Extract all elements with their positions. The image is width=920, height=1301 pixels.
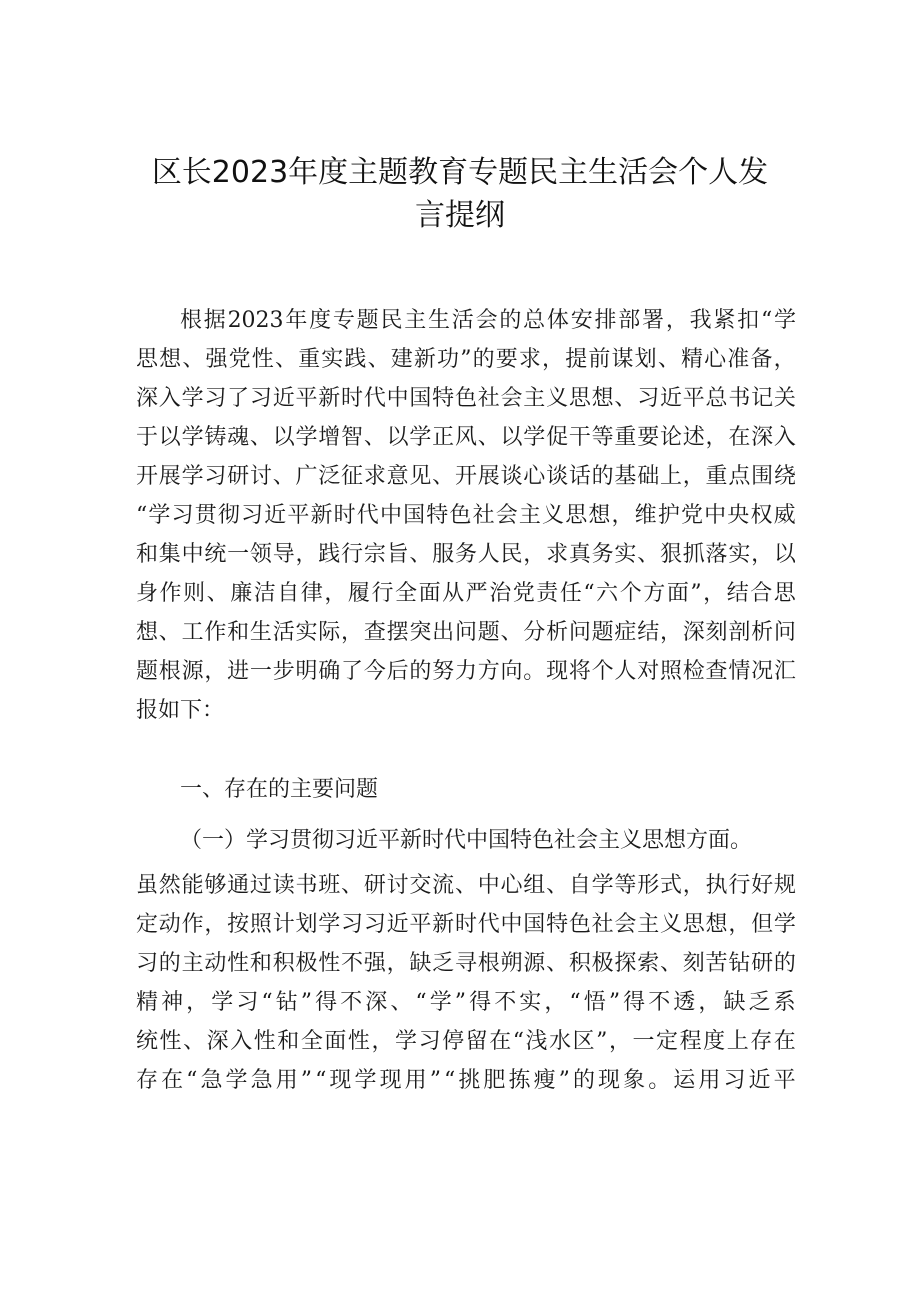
paragraph-2-line-6: 存 在 “ 急 学 急 用 ” “ 现 学 现 用 ” “ 挑 肥 拣 瘦 ” 的 现 象 。 运 用 习 近 平 [136, 1068, 796, 1093]
document-title-line-1: 区长2023年度主题教育专题民主生活会个人发 [151, 155, 769, 190]
paragraph-1-line-1: 根 据 2023 年 度 专 题 民 主 生 活 会 的 总 体 安 排 部 署 ， 我 紧 扣 “ 学 [180, 308, 796, 333]
paragraph-1-line-6: “ 学 习 贯 彻 习 近 平 新 时 代 中 国 特 色 社 会 主 义 思 想 ， 维 护 党 中 央 权 威 [136, 503, 796, 528]
document-title-line-2: 言提纲 [415, 198, 505, 233]
paragraph-1-line-8: 身 作 则 、 廉 洁 自 律 ， 履 行 全 面 从 严 治 党 责 任 “ 六 个 方 面 ” ， 结 合 思 [136, 581, 796, 606]
paragraph-1-line-5: 开 展 学 习 研 讨 、 广 泛 征 求 意 见 、 开 展 谈 心 谈 话 的 基 础 上 ， 重 点 围 绕 [136, 464, 796, 489]
paragraph-1-line-7: 和 集 中 统 一 领 导 ， 践 行 宗 旨 、 服 务 人 民 ， 求 真 务 实 、 狠 抓 落 实 ， 以 [136, 542, 796, 567]
paragraph-1-line-4: 于 以 学 铸 魂 、 以 学 增 智 、 以 学 正 风 、 以 学 促 干 等 重 要 论 述 ， 在 深 入 [136, 425, 796, 450]
paragraph-1-line-10: 题 根 源 ， 进 一 步 明 确 了 今 后 的 努 力 方 向 。 现 将 个 人 对 照 检 查 情 况 汇 [136, 659, 796, 684]
paragraph-2-line-2: 定 动 作 ， 按 照 计 划 学 习 习 近 平 新 时 代 中 国 特 色 社 会 主 义 思 想 ， 但 学 [136, 912, 796, 937]
section-1-heading: 一、存在的主要问题 [180, 777, 379, 802]
paragraph-2-line-1: 虽 然 能 够 通 过 读 书 班 、 研 讨 交 流 、 中 心 组 、 自 学 等 形 式 ， 执 行 好 规 [136, 873, 796, 898]
paragraph-2-line-5: 统 性 、 深 入 性 和 全 面 性 ， 学 习 停 留 在 “ 浅 水 区 ” ， 一 定 程 度 上 存 在 [136, 1029, 796, 1054]
paragraph-1-line-9: 想 、 工 作 和 生 活 实 际 ， 查 摆 突 出 问 题 、 分 析 问 题 症 结 ， 深 刻 剖 析 问 [136, 620, 796, 645]
subsection-1-heading: （一）学习贯彻习近平新时代中国特色社会主义思想方面。 [180, 828, 753, 853]
paragraph-2-line-3: 习 的 主 动 性 和 积 极 性 不 强 ， 缺 乏 寻 根 朔 源 、 积 极 探 索 、 刻 苦 钻 研 的 [136, 951, 796, 976]
paragraph-1-line-2: 思 想 、 强 党 性 、 重 实 践 、 建 新 功 ” 的 要 求 ， 提 前 谋 划 、 精 心 准 备 ， [136, 347, 796, 372]
paragraph-1-line-3: 深 入 学 习 了 习 近 平 新 时 代 中 国 特 色 社 会 主 义 思 想 、 习 近 平 总 书 记 关 [136, 386, 796, 411]
paragraph-1-line-11: 报如下： [136, 698, 225, 723]
paragraph-2-line-4: 精 神 ， 学 习 “ 钻 ” 得 不 深 、 “ 学 ” 得 不 实 ， “ 悟 ” 得 不 透 ， 缺 乏 系 [136, 990, 796, 1015]
